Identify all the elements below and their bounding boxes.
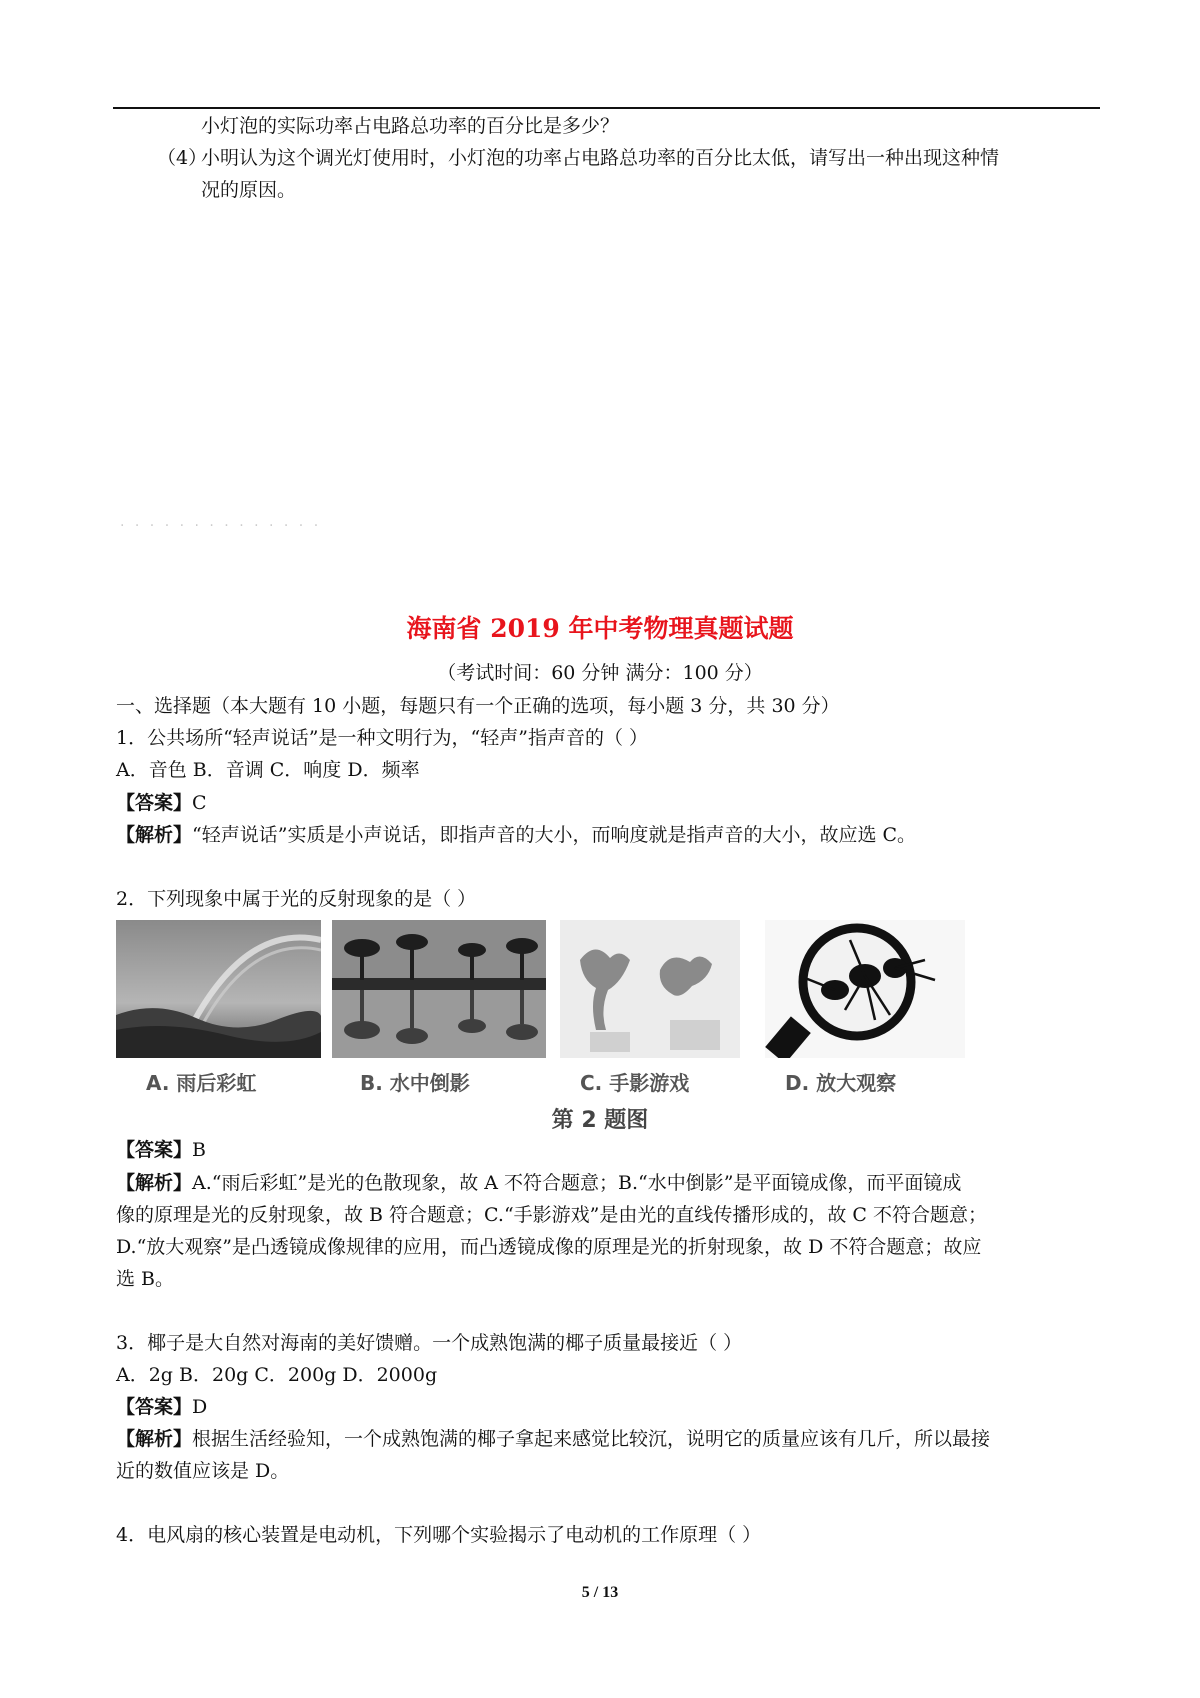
q2-analysis-line2: 像的原理是光的反射现象，故 B 符合题意；C.“手影游戏”是由光的直线传播形成的，故 C 不符合题意； <box>116 1204 987 1226</box>
section-heading: 一、选择题（本大题有 10 小题，每题只有一个正确的选项，每小题 3 分，共 30 分） <box>116 695 840 717</box>
q4-stem: 4．电风扇的核心装置是电动机，下列哪个实验揭示了电动机的工作原理（ ） <box>116 1524 762 1546</box>
hand-shadow-photo-icon <box>560 920 740 1058</box>
figure-title: 第 2 题图 <box>551 1108 649 1133</box>
analysis-label: 【解析】 <box>116 824 193 846</box>
q1-options: A．音色 B．音调 C．响度 D．频率 <box>116 759 420 781</box>
page-number: 5 / 13 <box>581 1584 619 1601</box>
answer-label: 【答案】 <box>116 1139 193 1161</box>
header-rule <box>113 107 1100 109</box>
q2-analysis-line1 <box>116 1168 961 1198</box>
answer-label: 【答案】 <box>116 1396 193 1418</box>
analysis-label: 【解析】 <box>116 1428 193 1450</box>
q3-stem: 3．椰子是大自然对海南的美好馈赠。一个成熟饱满的椰子质量最接近（ ） <box>116 1332 743 1354</box>
q1-analysis <box>116 820 916 850</box>
answer-value: C <box>192 792 207 814</box>
answer-value: D <box>192 1396 208 1418</box>
prev-question-4-label: （4） <box>157 147 208 169</box>
figure-d-caption: D. 放大观察 <box>785 1071 897 1095</box>
q3-answer <box>116 1392 207 1422</box>
figure-a-caption: A. 雨后彩虹 <box>146 1071 257 1095</box>
q1-answer <box>116 788 207 818</box>
q2-analysis-line4: 选 B。 <box>116 1268 175 1290</box>
analysis-text: “轻声说话”实质是小声说话，即指声音的大小，而响度就是指声音的大小，故应选 C。 <box>192 824 917 846</box>
figure-c-caption: C. 手影游戏 <box>580 1071 690 1095</box>
q1-stem: 1．公共场所“轻声说话”是一种文明行为，“轻声”指声音的（ ） <box>116 727 648 749</box>
q2-analysis-line3: D.“放大观察”是凸透镜成像规律的应用，而凸透镜成像的原理是光的折射现象，故 D 不符合题意；故应 <box>116 1236 982 1258</box>
exam-title: 海南省 2019 年中考物理真题试题 <box>406 614 794 643</box>
prev-question-line: 小灯泡的实际功率占电路总功率的百分比是多少？ <box>201 115 620 137</box>
water-reflection-photo-icon <box>332 920 546 1058</box>
q2-stem: 2．下列现象中属于光的反射现象的是（ ） <box>116 888 477 910</box>
analysis-label: 【解析】 <box>116 1172 193 1194</box>
q3-analysis-line2: 近的数值应该是 D。 <box>116 1460 290 1482</box>
q3-analysis-line1 <box>116 1424 990 1454</box>
figure-b-caption: B. 水中倒影 <box>360 1071 470 1095</box>
analysis-text: 根据生活经验知，一个成熟饱满的椰子拿起来感觉比较沉，说明它的质量应该有几斤，所以最接 <box>192 1428 991 1450</box>
magnifier-ant-photo-icon <box>765 920 965 1058</box>
analysis-text: A.“雨后彩虹”是光的色散现象，故 A 不符合题意；B.“水中倒影”是平面镜成像，而平面镜成 <box>192 1172 962 1194</box>
exam-subtitle: （考试时间：60 分钟 满分：100 分） <box>437 662 763 684</box>
scan-noise: · · · · · · · · · · · · · · <box>120 518 322 534</box>
prev-question-4-line1: 小明认为这个调光灯使用时，小灯泡的功率占电路总功率的百分比太低，请写出一种出现这种情 <box>201 147 1000 169</box>
answer-label: 【答案】 <box>116 792 193 814</box>
q2-answer <box>116 1135 206 1165</box>
rainbow-photo-icon <box>116 920 321 1058</box>
q3-options: A．2g B．20g C．200g D．2000g <box>116 1364 438 1386</box>
answer-value: B <box>192 1139 206 1161</box>
prev-question-4-line2: 况的原因。 <box>201 179 297 201</box>
